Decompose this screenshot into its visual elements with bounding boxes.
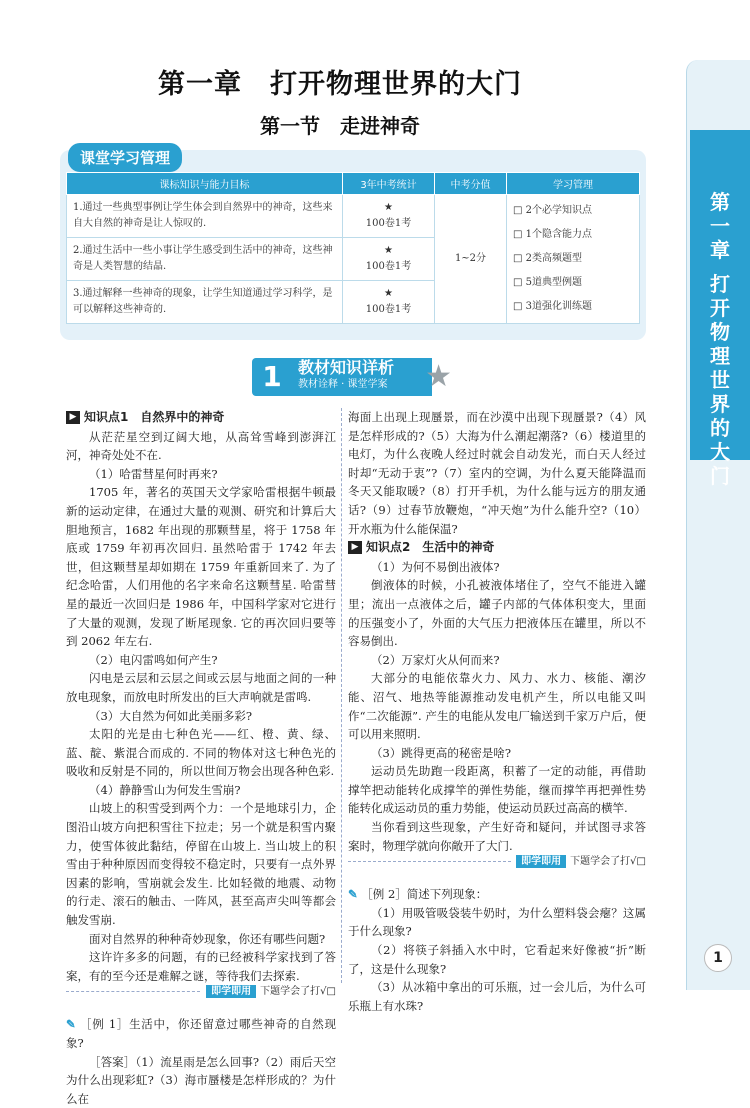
paragraph: 从茫茫星空到辽阔大地，从高耸雪峰到澎湃江河，神奇处处不在. <box>66 429 336 463</box>
goal-cell: 2.通过生活中一些小事让学生感受到生活中的神奇，这些神奇是人类智慧的结晶. <box>67 238 343 281</box>
example <box>348 885 646 904</box>
stat-value: 100卷1考 <box>365 261 412 272</box>
heading-text: 知识点2 生活中的神奇 <box>366 540 495 555</box>
knowledge-point-heading <box>348 538 646 557</box>
goal-cell: 1.通过一些典型事例让学生体会到自然界中的神奇，这些来自大自然的神奇是让人惊叹的. <box>67 195 343 238</box>
table-header: 中考分值 <box>435 173 507 195</box>
question: （4）静静雪山为何发生雪崩? <box>89 782 241 797</box>
paragraph: 这许许多多的问题，有的已经被科学家找到了答案，有的至今还是难解之谜，等待我们去探索. <box>66 950 336 983</box>
side-tab-char: 世 <box>710 368 730 392</box>
example-question: 简述下列现象： <box>406 887 488 902</box>
play-icon: ▶ <box>66 411 80 424</box>
side-tab-char: 物 <box>710 320 730 344</box>
stat-cell <box>343 281 435 324</box>
practice-strip <box>348 856 646 879</box>
answer <box>66 1053 336 1108</box>
stat-cell <box>343 238 435 281</box>
practice-label <box>202 983 336 1002</box>
practice-label <box>512 853 646 872</box>
stat-value: 100卷1考 <box>365 218 412 229</box>
star-icon: ★ <box>384 245 393 256</box>
play-icon: ▶ <box>348 541 362 554</box>
chapter-title: 第一章 打开物理世界的大门 <box>158 69 522 100</box>
side-tab-char: 门 <box>710 464 730 488</box>
heading-text: 知识点1 自然界中的神奇 <box>84 410 225 424</box>
pen-icon: ✎ <box>66 1017 76 1032</box>
side-tab-char: 打 <box>710 272 730 296</box>
question: （2）电闪雷鸣如何产生? <box>89 652 218 667</box>
checklist-item[interactable]: □ 5道典型例题 <box>513 277 582 288</box>
chapter-side-tab-text <box>700 190 740 488</box>
star-icon: ★ <box>384 288 393 299</box>
example-item: （1）用吸管吸袋装牛奶时，为什么塑料袋会瘪？这属于什么现象? <box>348 905 646 939</box>
paragraph: 1705 年，著名的英国天文学家哈雷根据牛顿最新的运动定律，在通过大量的观测、研究和计算后大胆地预言，1682 年出现的那颗彗星，将于 1758 年底或 1759 年初再次回归. 虽然哈雷于 1742 年去世，但这颗彗星却如期在 1759 年重新回来了. 为了纪念哈雷，人们用他的名字来命名这颗彗星. 哈雷彗星的最近一次回归是 1986 年，中国科学家对它进行了大量的观测，发现了断尾现象. 它的再次回归要等到 2062 年左右. <box>66 485 336 649</box>
side-tab-char: 开 <box>710 296 730 320</box>
side-tab-char: 一 <box>710 214 730 238</box>
stat-cell <box>343 195 435 238</box>
example-label: ［例 2］ <box>361 887 407 902</box>
practice-check[interactable]: 下题学会了打√□ <box>570 856 646 868</box>
section-banner <box>252 358 452 396</box>
right-column <box>348 408 646 1015</box>
paragraph: 运动员先助跑一段距离，积蓄了一定的动能，再借助撑竿把动能转化成撑竿的弹性势能，继而撑竿再把弹性势能转化成运动员的重力势能，使运动员跃过高高的横竿. <box>348 764 646 816</box>
practice-badge: 即学即用 <box>206 985 256 998</box>
star-icon: ★ <box>384 202 393 213</box>
checklist-item[interactable]: □ 1个隐含能力点 <box>513 229 592 240</box>
side-tab-char: 的 <box>710 416 730 440</box>
example-item: （2）将筷子斜插入水中时，它看起来好像被“折”断了，这是什么现象? <box>348 943 646 976</box>
example <box>66 1015 336 1052</box>
answer-text: （1）流星雨是怎么回事?（2）雨后天空为什么出现彩虹?（3）海市蜃楼是怎样形成的？为什么在 <box>66 1054 337 1106</box>
paragraph: 山坡上的积雪受到两个力：一个是地球引力，企图沿山坡方向把积雪往下拉走；另一个就是积雪内聚力，使雪体彼此黏结，停留在山坡上. 当山坡上的积雪由于种种原因而变得较不稳定时，只要有一点外界因素的影响，雪崩就会发生. 比如轻微的地震、动物的行走、滚石的触击、一阵风，甚至高声尖叫等都会触发雪崩. <box>66 801 336 928</box>
example-question: 生活中，你还留意过哪些神奇的自然现象? <box>66 1017 336 1050</box>
question: （3）大自然为何如此美丽多彩? <box>89 708 252 723</box>
question: （1）为何不易倒出液体? <box>371 559 500 574</box>
banner-text <box>292 358 432 396</box>
side-tab-char: 大 <box>710 440 730 464</box>
section-title: 第一节 走进神奇 <box>260 114 420 138</box>
star-icon: ★ <box>425 359 452 394</box>
paragraph: 大部分的电能依靠火力、风力、水力、核能、潮汐能、沼气、地热等能源推动发电机产生，所以电能又叫作“二次能源”. 产生的电能从发电厂输送到千家万户后，便可以用来照明. <box>348 671 646 742</box>
side-tab-char: 理 <box>710 344 730 368</box>
banner-title: 教材知识详析 <box>298 358 395 377</box>
table-header-row <box>67 173 640 195</box>
checklist-item[interactable]: □ 2类高频题型 <box>513 253 582 264</box>
side-tab-char: 章 <box>710 238 730 262</box>
banner-number: 1 <box>252 358 292 396</box>
side-tab-char: 界 <box>710 392 730 416</box>
checklist-cell <box>507 195 640 324</box>
example-item: （3）从冰箱中拿出的可乐瓶，过一会儿后，为什么可乐瓶上有水珠? <box>348 980 646 1013</box>
paragraph: 太阳的光是由七种色光——红、橙、黄、绿、蓝、靛、紫混合而成的. 不同的物体对这七种色光的吸收和反射是不同的，所以世间万物会出现各种色彩. <box>66 727 336 779</box>
paragraph: 面对自然界的种种奇妙现象，你还有哪些问题? <box>89 931 326 946</box>
management-table <box>66 172 640 324</box>
table-header: 3年中考统计 <box>343 173 435 195</box>
goal-cell: 3.通过解释一些神奇的现象，让学生知道通过学习科学，是可以解释这些神奇的. <box>67 281 343 324</box>
practice-strip <box>66 986 336 1009</box>
side-tab-char: 第 <box>710 190 730 214</box>
banner-subtitle: 教材诠释 · 课堂学案 <box>298 379 388 390</box>
example-label: ［例 1］ <box>80 1017 130 1032</box>
question: （1）哈雷彗星何时再来? <box>89 466 218 481</box>
left-column <box>66 408 336 1108</box>
knowledge-point-heading <box>66 408 336 427</box>
pen-icon: ✎ <box>348 887 358 902</box>
page-number: 1 <box>704 944 732 972</box>
checklist-item[interactable]: □ 2个必学知识点 <box>513 205 592 216</box>
stat-value: 100卷1考 <box>365 304 412 315</box>
management-label: 课堂学习管理 <box>68 143 182 172</box>
paragraph: 闪电是云层和云层之间或云层与地面之间的一种放电现象，而放电时所发出的巨大声响就是雷鸣. <box>66 671 336 704</box>
practice-badge: 即学即用 <box>516 855 566 868</box>
column-divider <box>341 408 342 983</box>
paragraph: 倒液体的时候，小孔被液体堵住了，空气不能进入罐里；流出一点液体之后，罐子内部的气体体积变大，里面的压强变小了，外面的大气压力把液体压在罐里，所以不容易倒出. <box>348 578 646 649</box>
paragraph: 当你看到这些现象，产生好奇和疑问，并试图寻求答案时，物理学就向你敞开了大门. <box>348 820 646 853</box>
question: （3）跳得更高的秘密是啥? <box>371 745 511 760</box>
checklist-item[interactable]: □ 3道强化训练题 <box>513 301 592 312</box>
side-tab-spacer <box>700 262 740 272</box>
practice-check[interactable]: 下题学会了打√□ <box>260 986 336 998</box>
score-cell: 1~2分 <box>435 195 507 324</box>
question: （2）万家灯火从何而来? <box>371 652 500 667</box>
table-header: 课标知识与能力目标 <box>67 173 343 195</box>
table-row <box>67 195 640 238</box>
table-header: 学习管理 <box>507 173 640 195</box>
answer-label: ［答案］ <box>89 1054 136 1069</box>
paragraph: 海面上出现上现蜃景，而在沙漠中出现下现蜃景?（4）风是怎样形成的?（5）大海为什么潮起潮落?（6）楼道里的电灯，为什么夜晚人经过时就会自动发光，而白天人经过时却“无动于衷”?（7）室内的空调，为什么夏天能降温而冬天又能取暖?（8）打开手机，为什么能与远方的朋友通话?（9）过春节放鞭炮，“冲天炮”为什么能升空?（10）开水瓶为什么能保温? <box>348 410 646 536</box>
